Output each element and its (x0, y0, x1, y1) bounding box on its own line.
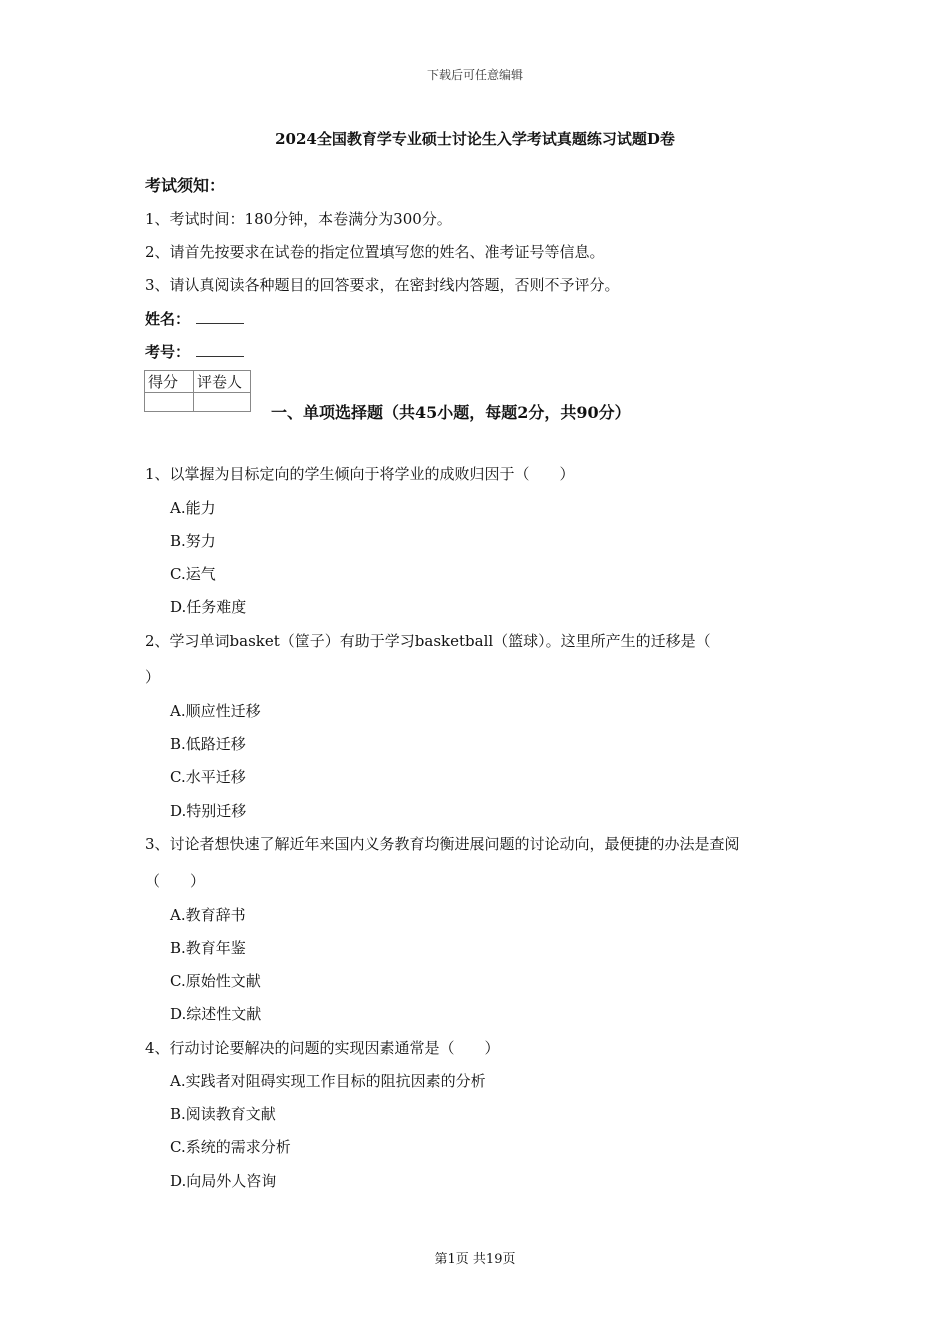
question-stem: 4、行动讨论要解决的问题的实现因素通常是（ ） (145, 1039, 500, 1057)
question-option[interactable]: D.任务难度 (170, 598, 247, 616)
question-option[interactable]: C.水平迁移 (170, 768, 246, 786)
question-option[interactable]: A.顺应性迁移 (170, 702, 261, 720)
section-title: 一、单项选择题（共45小题，每题2分，共90分） (271, 403, 631, 422)
name-blank[interactable] (196, 309, 244, 324)
score-table (144, 370, 251, 412)
question-option[interactable]: D.特别迁移 (170, 802, 247, 820)
question-stem: 3、讨论者想快速了解近年来国内义务教育均衡进展问题的讨论动向，最便捷的办法是查阅 (145, 835, 740, 853)
question-option[interactable]: B.努力 (170, 532, 216, 550)
header-note: 下载后可任意编辑 (426, 68, 523, 82)
question-option[interactable]: B.低路迁移 (170, 735, 246, 753)
page-footer: 第1页 共19页 (434, 1252, 516, 1267)
question-stem-continued: ） (145, 668, 161, 686)
question-option[interactable]: A.能力 (170, 499, 216, 517)
score-cell[interactable] (145, 393, 194, 412)
question-option[interactable]: A.教育辞书 (170, 906, 246, 924)
notice-item: 2、请首先按要求在试卷的指定位置填写您的姓名、准考证号等信息。 (145, 243, 605, 261)
name-field[interactable] (145, 308, 244, 329)
notice-heading: 考试须知： (145, 176, 226, 195)
question-option[interactable]: D.向局外人咨询 (170, 1172, 277, 1190)
question-option[interactable]: A.实践者对阻碍实现工作目标的阻抗因素的分析 (170, 1072, 486, 1090)
question-option[interactable]: C.运气 (170, 565, 216, 583)
notice-item: 1、考试时间：180分钟，本卷满分为300分。 (145, 210, 452, 228)
grader-header: 评卷人 (194, 371, 251, 393)
exam-id-label: 考号： (145, 343, 191, 361)
question-option[interactable]: C.原始性文献 (170, 972, 261, 990)
exam-id-blank[interactable] (196, 342, 244, 357)
question-option[interactable]: C.系统的需求分析 (170, 1138, 291, 1156)
name-label: 姓名： (145, 310, 191, 328)
question-stem-continued: （ ） (145, 872, 206, 890)
score-header: 得分 (145, 371, 194, 393)
document-title: 2024全国教育学专业硕士讨论生入学考试真题练习试题D卷 (275, 130, 675, 148)
question-option[interactable]: B.教育年鉴 (170, 939, 246, 957)
grader-cell[interactable] (194, 393, 251, 412)
question-option[interactable]: B.阅读教育文献 (170, 1105, 276, 1123)
question-option[interactable]: D.综述性文献 (170, 1005, 262, 1023)
exam-id-field[interactable] (145, 341, 244, 362)
question-stem: 2、学习单词basket（筐子）有助于学习basketball（篮球）。这里所产生的迁移是（ (145, 632, 711, 650)
question-stem: 1、以掌握为目标定向的学生倾向于将学业的成败归因于（ ） (145, 465, 575, 483)
notice-item: 3、请认真阅读各种题目的回答要求，在密封线内答题，否则不予评分。 (145, 276, 620, 294)
